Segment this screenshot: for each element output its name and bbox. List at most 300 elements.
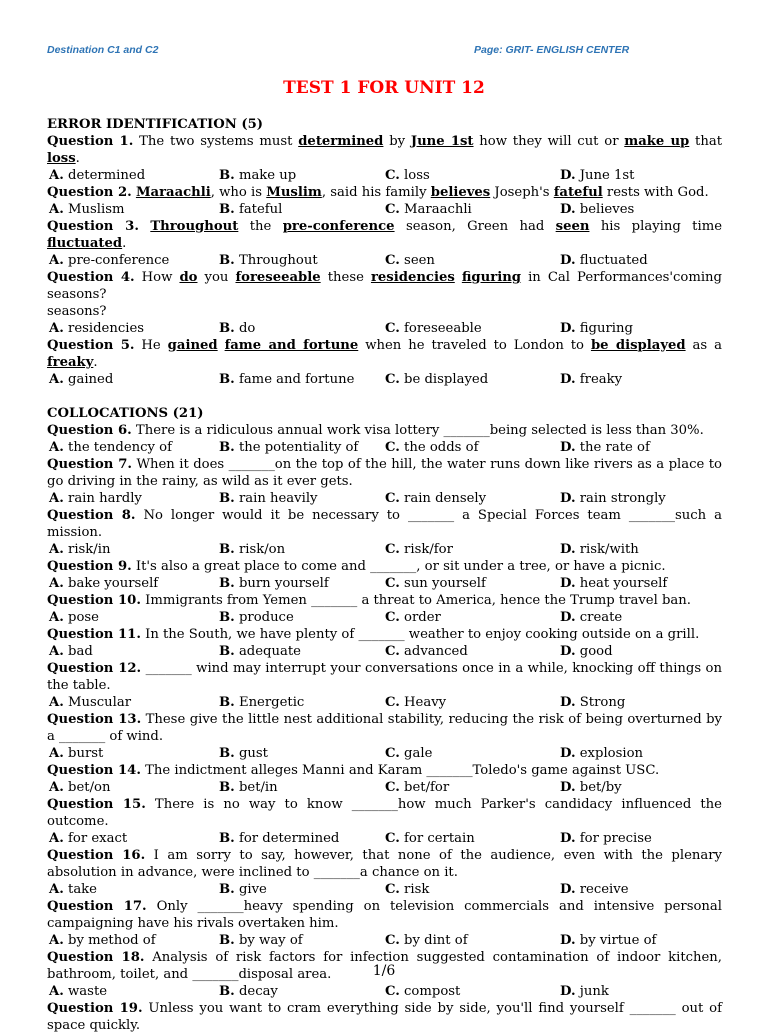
option-letter: D. bbox=[560, 542, 576, 557]
question-fragment bbox=[139, 219, 150, 234]
option-text: Energetic bbox=[234, 695, 305, 710]
answer-option[interactable] bbox=[385, 201, 472, 218]
question-fragment: I am sorry to say, however, that none of the audience, even with the plenary absolution in advance, were inclined to _______a chance on it. bbox=[47, 848, 723, 880]
answer-option[interactable] bbox=[385, 694, 446, 711]
question-fragment: when he traveled to London to bbox=[358, 338, 591, 353]
option-text: bet/by bbox=[575, 780, 622, 795]
question-text bbox=[47, 847, 722, 881]
option-letter: B. bbox=[219, 202, 235, 217]
option-text: the rate of bbox=[575, 440, 650, 455]
test-title: TEST 1 FOR UNIT 12 bbox=[283, 78, 485, 98]
option-text: fluctuated bbox=[575, 253, 648, 268]
option-letter: C. bbox=[385, 831, 400, 846]
option-letter: C. bbox=[385, 984, 400, 999]
option-text: bet/for bbox=[399, 780, 450, 795]
option-letter: A. bbox=[49, 780, 64, 795]
answer-option[interactable] bbox=[560, 830, 652, 847]
question-text bbox=[47, 337, 722, 371]
question-fragment: by bbox=[383, 134, 411, 149]
answer-options bbox=[47, 541, 722, 558]
question-text bbox=[47, 626, 722, 643]
option-text: the odds of bbox=[399, 440, 479, 455]
option-text: for precise bbox=[575, 831, 652, 846]
answer-option[interactable] bbox=[219, 167, 296, 184]
answer-option[interactable] bbox=[219, 694, 304, 711]
option-text: Muslism bbox=[63, 202, 125, 217]
option-letter: C. bbox=[385, 321, 400, 336]
option-text: Muscular bbox=[63, 695, 132, 710]
option-letter: D. bbox=[560, 746, 576, 761]
option-text: for determined bbox=[234, 831, 340, 846]
answer-option[interactable] bbox=[385, 490, 486, 507]
option-text: do bbox=[234, 321, 256, 336]
answer-options bbox=[47, 745, 722, 762]
answer-options bbox=[47, 490, 722, 507]
underlined-phrase: figuring bbox=[461, 270, 522, 285]
option-text: adequate bbox=[234, 644, 301, 659]
option-letter: D. bbox=[560, 202, 576, 217]
question-fragment: He bbox=[134, 338, 168, 353]
question-text bbox=[47, 218, 722, 252]
question-fragment: . bbox=[122, 236, 127, 251]
option-letter: B. bbox=[219, 984, 235, 999]
answer-option[interactable] bbox=[219, 490, 318, 507]
option-letter: C. bbox=[385, 202, 400, 217]
question-number: Question 13. bbox=[47, 712, 142, 727]
option-text: risk/in bbox=[63, 542, 111, 557]
option-text: by virtue of bbox=[575, 933, 657, 948]
option-text: bake yourself bbox=[63, 576, 159, 591]
option-text: the potentiality of bbox=[234, 440, 359, 455]
answer-option[interactable] bbox=[385, 575, 486, 592]
question-fragment: in Cal Performances'coming seasons? bbox=[47, 270, 722, 302]
question-fragment: These give the little nest additional stability, reducing the risk of being overturned by a _______ of wind. bbox=[47, 712, 722, 744]
answer-option[interactable] bbox=[560, 745, 643, 762]
option-letter: A. bbox=[49, 610, 64, 625]
answer-option[interactable] bbox=[49, 439, 172, 456]
underlined-phrase: foreseeable bbox=[235, 270, 321, 285]
option-text: gained bbox=[63, 372, 114, 387]
option-letter: B. bbox=[219, 746, 235, 761]
option-letter: B. bbox=[219, 831, 235, 846]
question-fragment: how they will cut or bbox=[473, 134, 625, 149]
question-fragment: There is a ridiculous annual work visa lottery _______being selected is less than 30%. bbox=[131, 423, 704, 438]
option-text: be displayed bbox=[399, 372, 489, 387]
underlined-phrase: fluctuated bbox=[47, 236, 123, 251]
option-letter: C. bbox=[385, 253, 400, 268]
option-text: give bbox=[234, 882, 267, 897]
answer-option[interactable] bbox=[385, 609, 441, 626]
option-letter: A. bbox=[49, 440, 64, 455]
option-text: by method of bbox=[63, 933, 156, 948]
option-letter: D. bbox=[560, 440, 576, 455]
option-text: risk/on bbox=[234, 542, 286, 557]
question-fragment: Immigrants from Yemen _______ a threat to America, hence the Trump travel ban. bbox=[140, 593, 691, 608]
option-letter: D. bbox=[560, 984, 576, 999]
option-letter: B. bbox=[219, 576, 235, 591]
option-letter: A. bbox=[49, 372, 64, 387]
option-letter: A. bbox=[49, 576, 64, 591]
answer-option[interactable] bbox=[49, 609, 99, 626]
answer-option[interactable] bbox=[385, 252, 435, 269]
option-letter: D. bbox=[560, 831, 576, 846]
underlined-phrase: make up bbox=[624, 134, 690, 149]
option-letter: A. bbox=[49, 202, 64, 217]
option-letter: C. bbox=[385, 372, 400, 387]
answer-options bbox=[47, 643, 722, 660]
question-fragment: , who is bbox=[210, 185, 267, 200]
option-letter: D. bbox=[560, 253, 576, 268]
section-title: ERROR IDENTIFICATION (5) bbox=[47, 117, 264, 132]
option-text: June 1st bbox=[575, 168, 635, 183]
option-letter: D. bbox=[560, 933, 576, 948]
question-number: Question 11. bbox=[47, 627, 141, 642]
answer-options bbox=[47, 575, 722, 592]
question-number: Question 16. bbox=[47, 848, 146, 863]
option-letter: A. bbox=[49, 491, 64, 506]
answer-option[interactable] bbox=[385, 983, 460, 1000]
underlined-phrase: pre-conference bbox=[282, 219, 395, 234]
answer-option[interactable] bbox=[219, 575, 329, 592]
answer-option[interactable] bbox=[560, 541, 639, 558]
option-text: residencies bbox=[63, 321, 145, 336]
question-fragment: It's also a great place to come and _______, or sit under a tree, or have a picnic. bbox=[131, 559, 666, 574]
answer-option[interactable] bbox=[385, 881, 429, 898]
question-text bbox=[47, 762, 722, 779]
question-fragment: . bbox=[93, 355, 98, 370]
underlined-phrase: gained bbox=[167, 338, 218, 353]
answer-option[interactable] bbox=[219, 643, 301, 660]
option-text: loss bbox=[399, 168, 430, 183]
question-number: Question 15. bbox=[47, 797, 146, 812]
question-text bbox=[47, 1000, 722, 1034]
option-text: create bbox=[575, 610, 623, 625]
option-text: rain strongly bbox=[575, 491, 666, 506]
answer-option[interactable] bbox=[560, 252, 648, 269]
option-letter: C. bbox=[385, 746, 400, 761]
option-letter: D. bbox=[560, 372, 576, 387]
option-text: sun yourself bbox=[399, 576, 486, 591]
option-letter: C. bbox=[385, 933, 400, 948]
option-text: burn yourself bbox=[234, 576, 329, 591]
option-text: advanced bbox=[399, 644, 468, 659]
option-text: believes bbox=[575, 202, 635, 217]
option-letter: D. bbox=[560, 576, 576, 591]
question-number: Question 19. bbox=[47, 1001, 143, 1016]
option-text: for certain bbox=[399, 831, 475, 846]
option-text: fame and fortune bbox=[234, 372, 355, 387]
question-number: Question 17. bbox=[47, 899, 147, 914]
option-letter: D. bbox=[560, 610, 576, 625]
question-text bbox=[47, 133, 722, 167]
question-fragment: , said his family bbox=[321, 185, 431, 200]
underlined-phrase: believes bbox=[430, 185, 491, 200]
option-letter: A. bbox=[49, 882, 64, 897]
underlined-phrase: Throughout bbox=[150, 219, 239, 234]
header-book-title: Destination C1 and C2 bbox=[47, 44, 159, 56]
answer-options bbox=[47, 252, 722, 269]
question-fragment: When it does _______on the top of the hill, the water runs down like rivers as a place to go driving in the rainy, as wild as it ever gets. bbox=[47, 457, 722, 489]
option-text: Strong bbox=[575, 695, 626, 710]
option-letter: A. bbox=[49, 644, 64, 659]
option-text: gust bbox=[234, 746, 268, 761]
question-text bbox=[47, 456, 722, 490]
option-text: the tendency of bbox=[63, 440, 172, 455]
question-fragment: that bbox=[689, 134, 723, 149]
underlined-phrase: do bbox=[179, 270, 198, 285]
option-text: Throughout bbox=[234, 253, 318, 268]
option-letter: C. bbox=[385, 610, 400, 625]
answer-option[interactable] bbox=[49, 575, 158, 592]
question-number: Question 5. bbox=[47, 338, 135, 353]
option-letter: C. bbox=[385, 780, 400, 795]
question-fragment bbox=[218, 338, 225, 353]
answer-option[interactable] bbox=[219, 439, 358, 456]
question-text bbox=[47, 660, 722, 694]
answer-option[interactable] bbox=[219, 745, 268, 762]
option-text: risk bbox=[399, 882, 430, 897]
answer-option[interactable] bbox=[49, 201, 125, 218]
underlined-phrase: loss bbox=[47, 151, 76, 166]
answer-option[interactable] bbox=[49, 541, 110, 558]
question-text bbox=[47, 269, 722, 303]
underlined-phrase: determined bbox=[298, 134, 384, 149]
question-fragment: his playing time bbox=[589, 219, 722, 234]
question-number: Question 8. bbox=[47, 508, 136, 523]
question-fragment: How bbox=[134, 270, 180, 285]
answer-option[interactable] bbox=[385, 541, 453, 558]
option-text: make up bbox=[234, 168, 297, 183]
option-text: rain densely bbox=[399, 491, 487, 506]
option-letter: B. bbox=[219, 321, 235, 336]
underlined-phrase: Muslim bbox=[266, 185, 322, 200]
option-text: rain hardly bbox=[63, 491, 142, 506]
option-letter: D. bbox=[560, 882, 576, 897]
option-text: good bbox=[575, 644, 613, 659]
answer-option[interactable] bbox=[219, 320, 255, 337]
option-letter: B. bbox=[219, 882, 235, 897]
option-text: rain heavily bbox=[234, 491, 318, 506]
question-text bbox=[47, 898, 722, 932]
option-letter: B. bbox=[219, 933, 235, 948]
answer-option[interactable] bbox=[49, 932, 156, 949]
answer-options bbox=[47, 320, 722, 337]
question-fragment: the bbox=[238, 219, 283, 234]
underlined-phrase: Maraachli bbox=[135, 185, 211, 200]
option-letter: B. bbox=[219, 644, 235, 659]
question-continuation: seasons? bbox=[47, 304, 107, 319]
answer-options bbox=[47, 830, 722, 847]
answer-option[interactable] bbox=[49, 167, 145, 184]
answer-option[interactable] bbox=[560, 643, 613, 660]
header-center-name: Page: GRIT- ENGLISH CENTER bbox=[474, 44, 630, 56]
answer-option[interactable] bbox=[219, 779, 278, 796]
option-letter: D. bbox=[560, 644, 576, 659]
answer-option[interactable] bbox=[219, 252, 318, 269]
underlined-phrase: fame and fortune bbox=[224, 338, 359, 353]
question-text bbox=[47, 184, 722, 201]
option-text: order bbox=[399, 610, 441, 625]
option-letter: C. bbox=[385, 882, 400, 897]
answer-option[interactable] bbox=[560, 932, 656, 949]
answer-option[interactable] bbox=[219, 932, 303, 949]
option-text: heat yourself bbox=[575, 576, 668, 591]
answer-option[interactable] bbox=[560, 439, 650, 456]
answer-option[interactable] bbox=[560, 320, 633, 337]
question-number: Question 10. bbox=[47, 593, 141, 608]
option-letter: A. bbox=[49, 984, 64, 999]
question-number: Question 7. bbox=[47, 457, 132, 472]
answer-option[interactable] bbox=[49, 745, 103, 762]
option-text: by dint of bbox=[399, 933, 468, 948]
answer-option[interactable] bbox=[385, 745, 432, 762]
answer-option[interactable] bbox=[560, 490, 666, 507]
option-letter: B. bbox=[219, 491, 235, 506]
answer-option[interactable] bbox=[385, 830, 475, 847]
answer-option[interactable] bbox=[560, 983, 609, 1000]
answer-option[interactable] bbox=[385, 167, 430, 184]
option-text: figuring bbox=[575, 321, 633, 336]
option-text: freaky bbox=[575, 372, 623, 387]
answer-option[interactable] bbox=[49, 983, 107, 1000]
question-number: Question 9. bbox=[47, 559, 132, 574]
answer-option[interactable] bbox=[49, 643, 93, 660]
option-text: foreseeable bbox=[399, 321, 482, 336]
question-fragment: rests with God. bbox=[602, 185, 709, 200]
answer-option[interactable] bbox=[560, 881, 629, 898]
option-letter: C. bbox=[385, 440, 400, 455]
underlined-phrase: residencies bbox=[370, 270, 455, 285]
answer-option[interactable] bbox=[385, 371, 488, 388]
answer-option[interactable] bbox=[219, 201, 282, 218]
answer-option[interactable] bbox=[560, 575, 667, 592]
answer-option[interactable] bbox=[560, 201, 634, 218]
option-letter: A. bbox=[49, 695, 64, 710]
answer-option[interactable] bbox=[560, 371, 622, 388]
option-letter: C. bbox=[385, 168, 400, 183]
answer-option[interactable] bbox=[219, 541, 285, 558]
question-fragment: Unless you want to cram everything side by side, you'll find yourself _______ out of space quickly. bbox=[47, 1001, 722, 1033]
option-letter: A. bbox=[49, 831, 64, 846]
option-letter: B. bbox=[219, 695, 235, 710]
question-fragment: No longer would it be necessary to _______ a Special Forces team _______such a mission. bbox=[47, 508, 722, 540]
answer-option[interactable] bbox=[219, 371, 354, 388]
question-text bbox=[47, 711, 722, 745]
question-fragment: Joseph's bbox=[490, 185, 554, 200]
option-letter: B. bbox=[219, 610, 235, 625]
answer-options bbox=[47, 881, 722, 898]
option-text: junk bbox=[575, 984, 609, 999]
option-letter: D. bbox=[560, 491, 576, 506]
answer-option[interactable] bbox=[219, 609, 294, 626]
option-letter: A. bbox=[49, 746, 64, 761]
option-letter: A. bbox=[49, 253, 64, 268]
answer-options bbox=[47, 371, 722, 388]
answer-options bbox=[47, 609, 722, 626]
option-text: burst bbox=[63, 746, 104, 761]
underlined-phrase: June 1st bbox=[410, 134, 474, 149]
option-text: receive bbox=[575, 882, 629, 897]
option-text: gale bbox=[399, 746, 433, 761]
answer-option[interactable] bbox=[560, 779, 622, 796]
option-text: for exact bbox=[63, 831, 128, 846]
answer-option[interactable] bbox=[385, 932, 468, 949]
option-text: produce bbox=[234, 610, 294, 625]
option-text: Heavy bbox=[399, 695, 447, 710]
question-fragment: season, Green had bbox=[394, 219, 556, 234]
answer-options bbox=[47, 167, 722, 184]
question-fragment bbox=[455, 270, 462, 285]
answer-option[interactable] bbox=[49, 320, 144, 337]
underlined-phrase: freaky bbox=[47, 355, 94, 370]
answer-options bbox=[47, 201, 722, 218]
answer-option[interactable] bbox=[219, 881, 267, 898]
answer-options bbox=[47, 694, 722, 711]
option-text: take bbox=[63, 882, 97, 897]
question-text bbox=[47, 592, 722, 609]
option-letter: D. bbox=[560, 780, 576, 795]
option-letter: C. bbox=[385, 542, 400, 557]
answer-option[interactable] bbox=[560, 694, 625, 711]
option-letter: C. bbox=[385, 491, 400, 506]
question-number: Question 6. bbox=[47, 423, 132, 438]
answer-option[interactable] bbox=[560, 609, 622, 626]
option-letter: C. bbox=[385, 576, 400, 591]
option-letter: B. bbox=[219, 372, 235, 387]
answer-option[interactable] bbox=[560, 167, 634, 184]
option-text: by way of bbox=[234, 933, 303, 948]
option-text: bet/on bbox=[63, 780, 111, 795]
page-number: 1/6 bbox=[372, 963, 396, 979]
answer-option[interactable] bbox=[49, 694, 131, 711]
section-title: COLLOCATIONS (21) bbox=[47, 406, 204, 421]
answer-option[interactable] bbox=[385, 779, 449, 796]
option-letter: A. bbox=[49, 933, 64, 948]
option-text: Maraachli bbox=[399, 202, 472, 217]
answer-option[interactable] bbox=[219, 983, 278, 1000]
answer-option[interactable] bbox=[385, 439, 478, 456]
option-text: bet/in bbox=[234, 780, 278, 795]
option-text: pose bbox=[63, 610, 99, 625]
question-fragment: The two systems must bbox=[133, 134, 299, 149]
answer-option[interactable] bbox=[49, 371, 113, 388]
answer-option[interactable] bbox=[49, 490, 142, 507]
question-text bbox=[47, 558, 722, 575]
answer-option[interactable] bbox=[385, 320, 482, 337]
option-letter: B. bbox=[219, 440, 235, 455]
answer-option[interactable] bbox=[49, 881, 97, 898]
underlined-phrase: fateful bbox=[553, 185, 603, 200]
answer-option[interactable] bbox=[385, 643, 468, 660]
question-number: Question 3. bbox=[47, 219, 139, 234]
question-text bbox=[47, 796, 722, 830]
answer-option[interactable] bbox=[49, 779, 110, 796]
question-number: Question 1. bbox=[47, 134, 134, 149]
option-letter: A. bbox=[49, 542, 64, 557]
answer-option[interactable] bbox=[49, 830, 127, 847]
answer-option[interactable] bbox=[49, 252, 169, 269]
question-fragment: . bbox=[75, 151, 80, 166]
answer-option[interactable] bbox=[219, 830, 339, 847]
option-letter: B. bbox=[219, 780, 235, 795]
option-letter: B. bbox=[219, 168, 235, 183]
underlined-phrase: seen bbox=[555, 219, 590, 234]
option-text: decay bbox=[234, 984, 278, 999]
option-letter: C. bbox=[385, 644, 400, 659]
question-fragment: as a bbox=[685, 338, 722, 353]
option-text: bad bbox=[63, 644, 93, 659]
option-text: fateful bbox=[234, 202, 283, 217]
